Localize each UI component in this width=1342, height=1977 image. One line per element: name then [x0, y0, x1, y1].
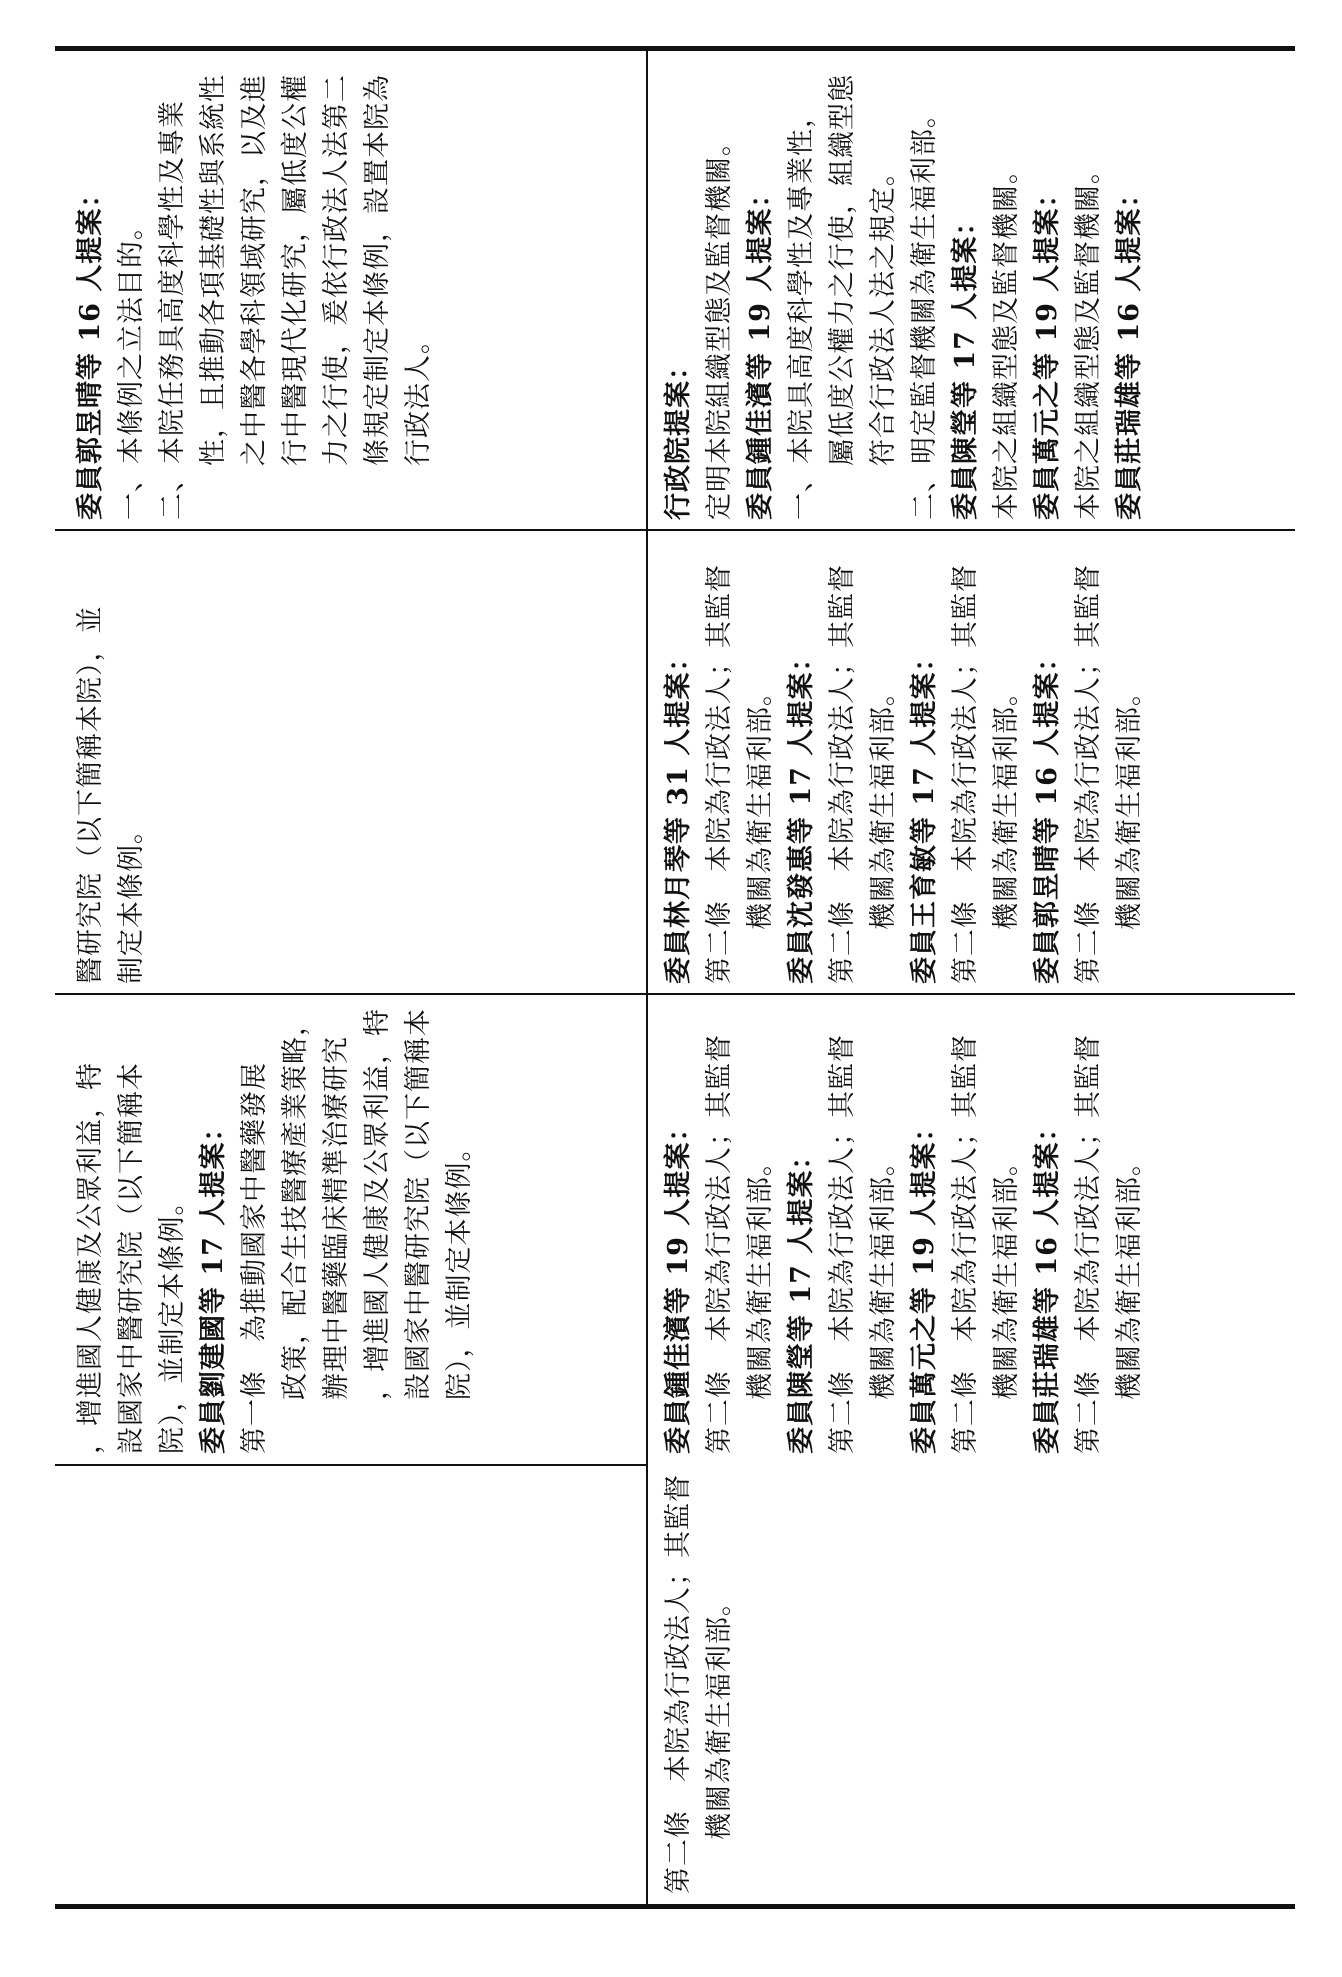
proposal-heading: 委員郭昱晴等 16 人提案： [1032, 643, 1063, 984]
row-divider-2 [55, 993, 1295, 995]
text-line: 一、本院具高度科學性及專業性， [786, 100, 817, 520]
rotated-text-block [658, 58, 1150, 520]
rotated-text-block [658, 538, 1150, 984]
proposal-heading: 委員王育敏等 17 人提案： [909, 643, 940, 984]
text-line: 力之行使，爰依行政法人法第二 [321, 74, 352, 466]
cell-left-row-3 [66, 996, 642, 1460]
rotated-text-block [658, 1474, 740, 1894]
cell-left-row-1 [66, 52, 642, 526]
proposal-heading: 委員鍾佳濱等 19 人提案： [745, 179, 776, 520]
text-line: 機關為衛生福利部。 [704, 1588, 735, 1840]
text-line: 第二條 本院為行政法人；其監督 [950, 564, 981, 984]
text-line: 第二條 本院為行政法人；其監督 [704, 1034, 735, 1454]
text-line: 一、本條例之立法目的。 [116, 212, 147, 520]
proposal-heading: 委員莊瑞雄等 16 人提案： [1114, 179, 1145, 520]
proposal-heading: 委員鍾佳濱等 19 人提案： [663, 1113, 694, 1454]
proposal-heading: 委員陳瑩等 17 人提案： [786, 1141, 817, 1454]
text-line: 第二條 本院為行政法人；其監督 [1073, 1034, 1104, 1454]
text-line: 第二條 本院為行政法人；其監督 [704, 564, 735, 984]
text-line: 機關為衛生福利部。 [868, 1148, 899, 1400]
text-line: 本院之組織型態及監督機關。 [1073, 156, 1104, 520]
text-line: 符合行政法人法之規定。 [868, 158, 899, 466]
cell-right-row-3 [654, 996, 1290, 1460]
text-line: 條規定制定本條例，設置本院為 [362, 74, 393, 466]
rotated-text-block [70, 538, 152, 984]
proposal-heading: 委員沈發惠等 17 人提案： [786, 643, 817, 984]
rotated-text-block [70, 58, 439, 520]
bottom-border-rule [55, 1904, 1295, 1909]
text-line: 性，且推動各項基礎性與系統性 [198, 74, 229, 466]
text-line: 行中醫現代化研究，屬低度公權 [280, 74, 311, 466]
cell-right-row-4 [654, 1468, 1290, 1900]
text-line: 機關為衛生福利部。 [745, 678, 776, 930]
text-line: ，增進國人健康及公眾利益，特 [362, 1008, 393, 1400]
text-line: 行政法人。 [403, 326, 434, 466]
text-line: 第二條 本院為行政法人；其監督 [663, 1474, 694, 1894]
text-line: 本院之組織型態及監督機關。 [991, 156, 1022, 520]
text-line: 二、明定監督機關為衛生福利部。 [909, 100, 940, 520]
cell-left-row-2 [66, 532, 642, 990]
row-divider-1 [55, 529, 1295, 531]
proposal-heading: 委員劉建國等 17 人提案： [198, 1113, 229, 1454]
row-divider-3 [55, 1464, 646, 1466]
text-line: 機關為衛生福利部。 [1114, 678, 1145, 930]
top-border-rule [55, 46, 1295, 51]
cell-right-row-2 [654, 532, 1290, 990]
text-line: 政策，配合生技醫療產業策略， [280, 1008, 311, 1400]
text-line: 機關為衛生福利部。 [991, 678, 1022, 930]
text-line: ，增進國人健康及公眾利益，特 [75, 1062, 106, 1454]
text-line: 第二條 本院為行政法人；其監督 [827, 1034, 858, 1454]
text-line: 機關為衛生福利部。 [1114, 1148, 1145, 1400]
text-line: 制定本條例。 [116, 816, 147, 984]
proposal-heading: 委員陳瑩等 17 人提案： [950, 207, 981, 520]
text-line: 機關為衛生福利部。 [868, 678, 899, 930]
proposal-heading: 委員林月琴等 31 人提案： [663, 643, 694, 984]
text-line: 之中醫各學科領域研究，以及進 [239, 74, 270, 466]
text-line: 第一條 為推動國家中醫藥發展 [239, 1062, 270, 1454]
proposal-heading: 行政院提案： [663, 352, 694, 520]
text-line: 醫研究院（以下簡稱本院），並 [75, 605, 106, 984]
text-line: 機關為衛生福利部。 [745, 1148, 776, 1400]
text-line: 屬低度公權力之行使，組織型態 [827, 74, 858, 466]
cell-right-row-1 [654, 52, 1290, 526]
text-line: 第二條 本院為行政法人；其監督 [1073, 564, 1104, 984]
column-divider [646, 48, 648, 1906]
proposal-heading: 委員萬元之等 19 人提案： [1032, 179, 1063, 520]
text-line: 設國家中醫研究院（以下簡稱本 [403, 1008, 434, 1400]
text-line: 二、本院任務具高度科學性及專業 [157, 100, 188, 520]
text-line: 第二條 本院為行政法人；其監督 [827, 564, 858, 984]
rotated-text-block [658, 1002, 1150, 1454]
proposal-heading: 委員莊瑞雄等 16 人提案： [1032, 1113, 1063, 1454]
text-line: 定明本院組織型態及監督機關。 [704, 128, 735, 520]
text-line: 院），並制定本條例。 [157, 1187, 188, 1454]
text-line: 院），並制定本條例。 [444, 1133, 475, 1400]
text-line: 第二條 本院為行政法人；其監督 [950, 1034, 981, 1454]
text-line: 機關為衛生福利部。 [991, 1148, 1022, 1400]
proposal-heading: 委員萬元之等 19 人提案： [909, 1113, 940, 1454]
text-line: 設國家中醫研究院（以下簡稱本 [116, 1062, 147, 1454]
text-line: 辦理中醫藥臨床精準治療研究 [321, 1036, 352, 1400]
rotated-text-block [70, 1002, 480, 1454]
proposal-heading: 委員郭昱晴等 16 人提案： [75, 179, 106, 520]
